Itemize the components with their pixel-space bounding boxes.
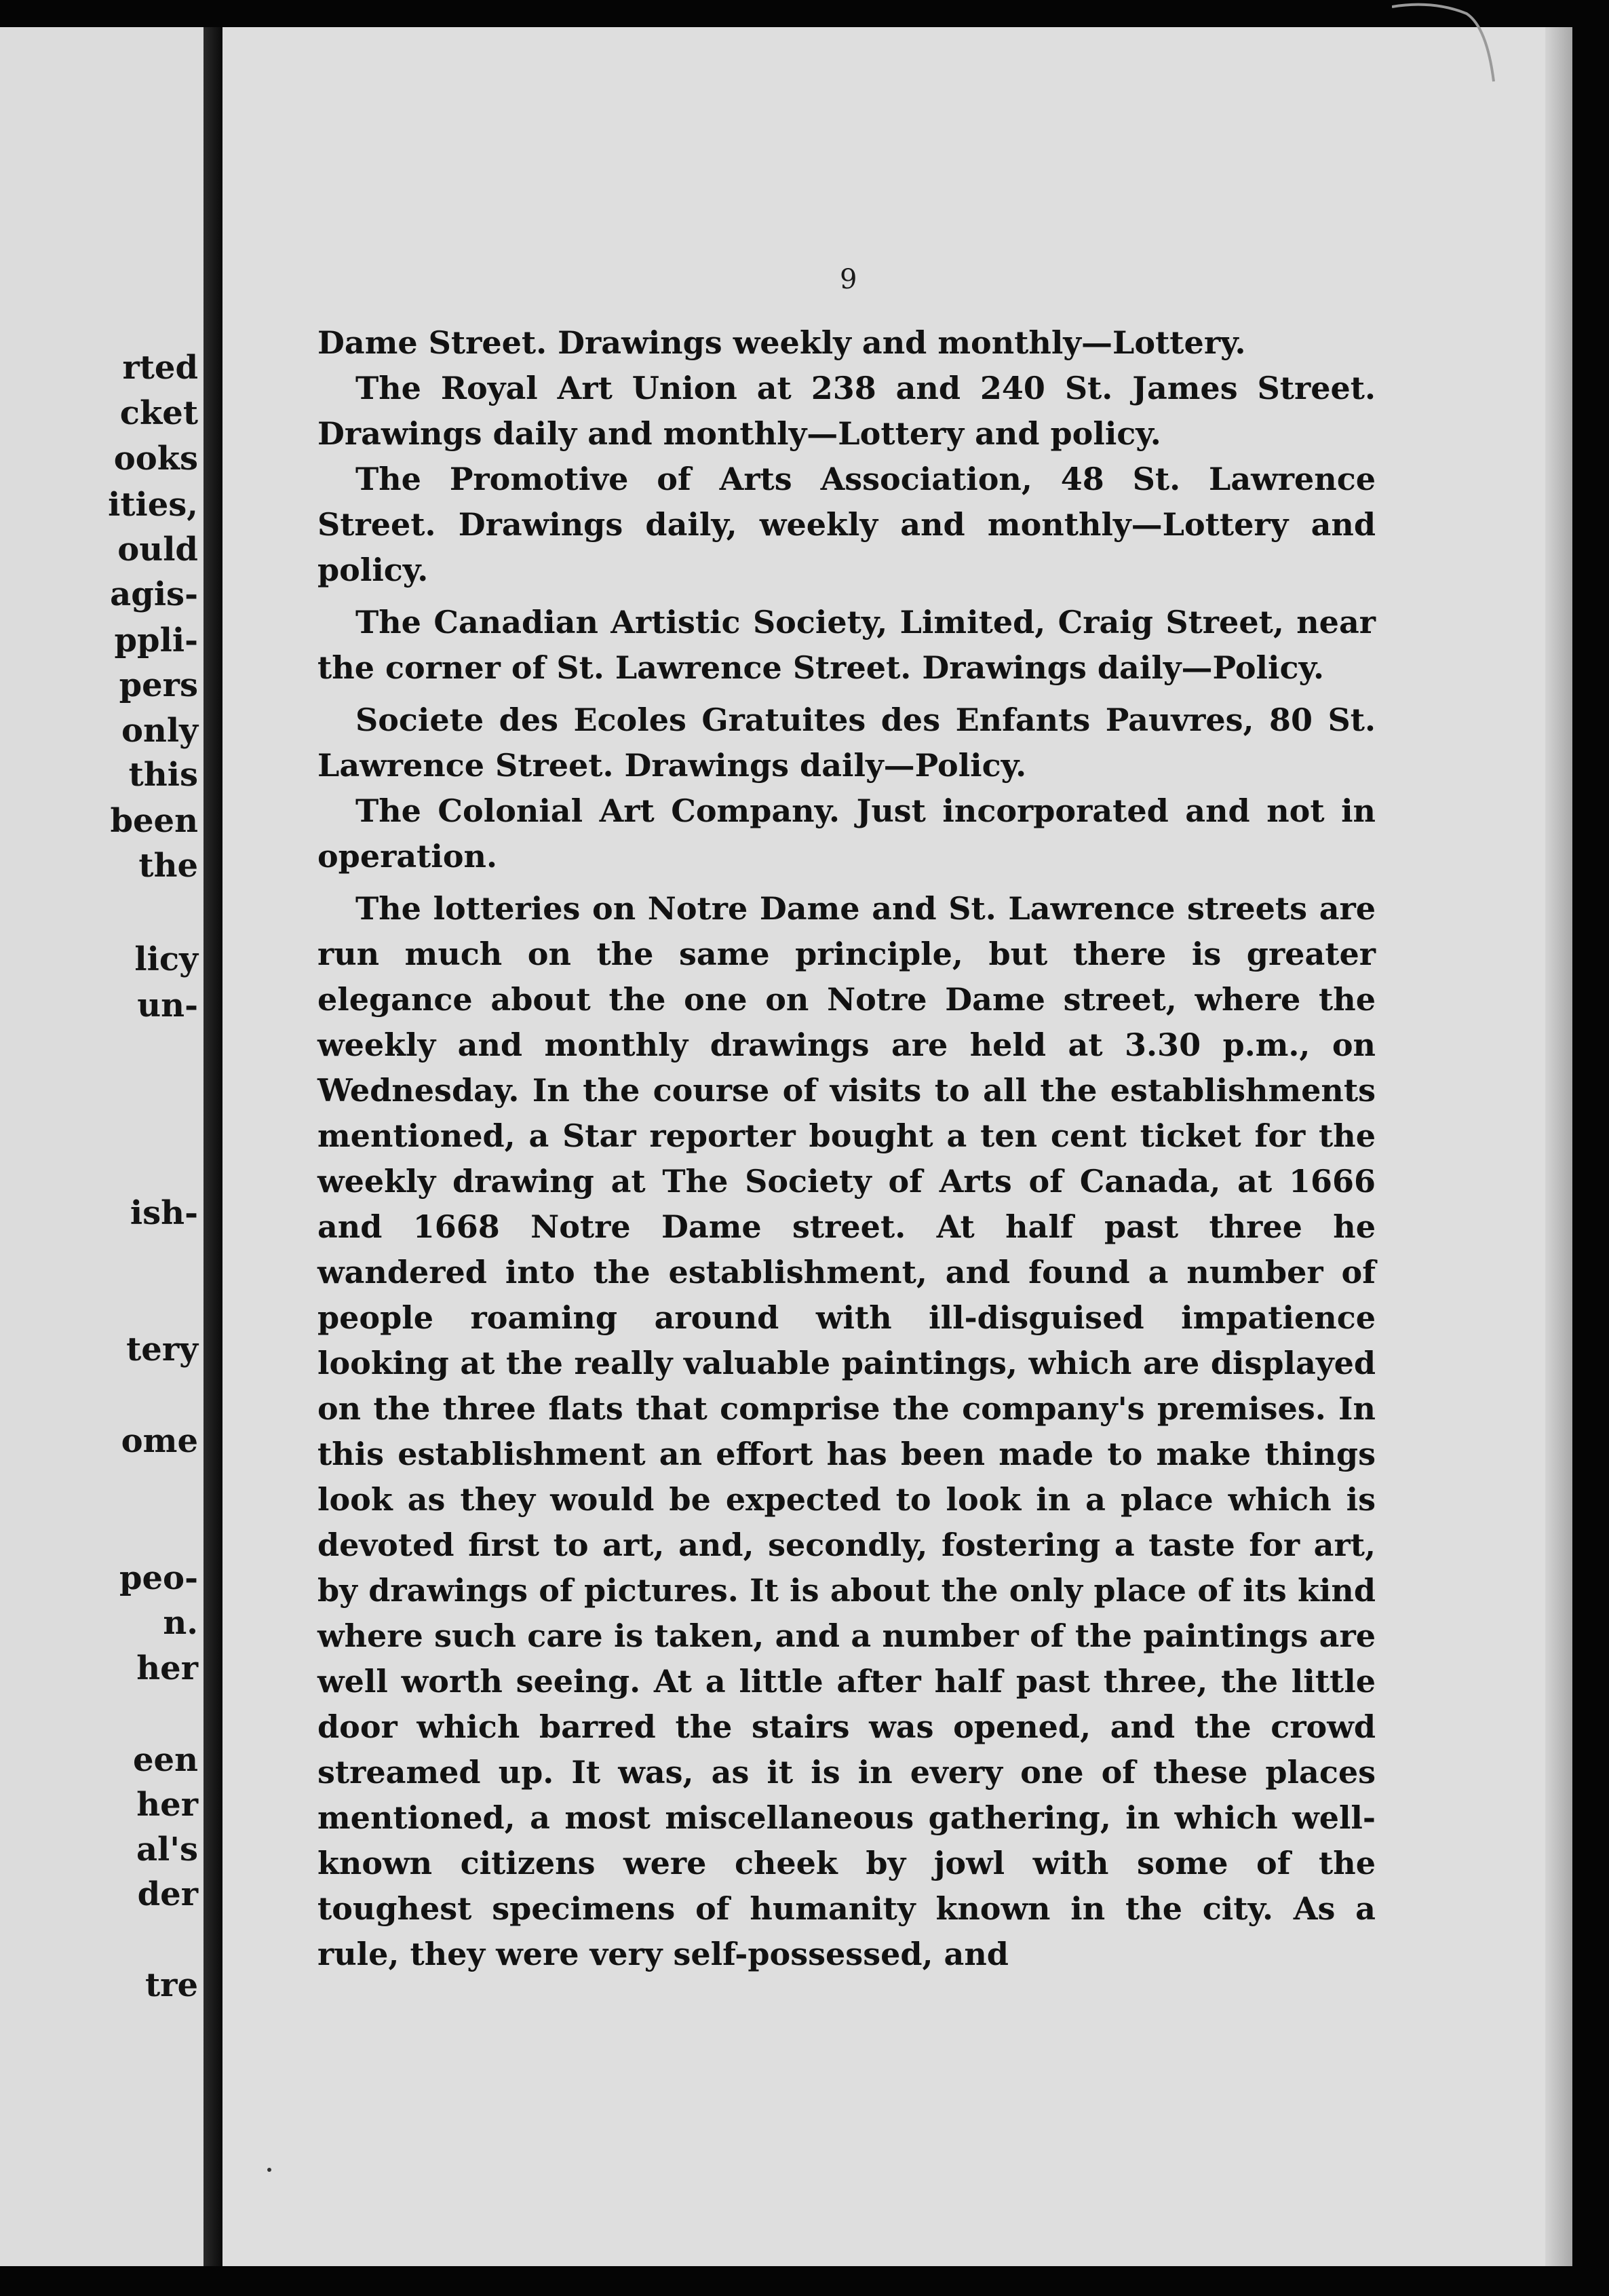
left-page-fragment: rted: [122, 349, 198, 387]
paragraph-continuation: Dame Street. Drawings weekly and monthly—Lottery.: [317, 324, 1246, 361]
left-page-fragment: ould: [117, 531, 198, 569]
scan-speck: [267, 2168, 271, 2172]
page-edge-shadow: [1545, 27, 1572, 2266]
paragraph-societe-des-ecoles: Societe des Ecoles Gratuites des Enfants Pauvres, 80 St. Lawrence Street. Drawings daily—Policy.: [317, 702, 1376, 784]
left-page-fragment: al's: [136, 1831, 198, 1869]
left-page-fragment: pers: [119, 666, 198, 704]
left-page-fragment: ooks: [113, 440, 198, 478]
left-page-fragment: ish-: [130, 1194, 198, 1232]
left-facing-page: [0, 27, 203, 2266]
left-page-fragment: agis-: [110, 575, 198, 613]
left-page-fragment: her: [136, 1786, 198, 1824]
paragraph-promotive-of-arts: The Promotive of Arts Association, 48 St. Lawrence Street. Drawings daily, weekly and monthly—Lottery and policy.: [317, 461, 1376, 588]
left-page-fragment: der: [137, 1875, 198, 1913]
left-page-fragment: been: [110, 802, 198, 840]
page-number: 9: [840, 264, 857, 295]
page-body-text: [317, 320, 1376, 1977]
left-page-fragment: ppli-: [114, 621, 198, 659]
left-page-fragment: een: [133, 1741, 198, 1779]
left-page-fragment: n.: [163, 1604, 198, 1642]
left-page-fragment: only: [121, 712, 198, 750]
left-page-fragment: peo-: [119, 1559, 198, 1597]
paragraph-canadian-artistic-society: The Canadian Artistic Society, Limited, Craig Street, near the corner of St. Lawrence Street. Drawings daily—Policy.: [317, 604, 1376, 686]
left-page-fragment: ome: [121, 1422, 198, 1460]
left-page-fragment: tre: [145, 1966, 198, 2004]
page-corner-curl: [1392, 0, 1500, 88]
paragraph-colonial-art-company: The Colonial Art Company. Just incorporated and not in operation.: [317, 792, 1376, 875]
left-page-fragment: her: [136, 1649, 198, 1687]
left-page-fragment: this: [128, 756, 198, 794]
main-page: [222, 27, 1572, 2266]
paragraph-lotteries-description: The lotteries on Notre Dame and St. Lawrence streets are run much on the same principle, but there is greater elegance about the one on Notre Dame street, where the weekly and monthly drawings are held at 3.30 p.m., on Wednesday. In the course of visits to all the establishments mentioned, a Star reporter bought a ten cent ticket for the weekly drawing at The Society of Arts of Canada, at 1666 and 1668 Notre Dame street. At half past three he wandered into the establishment, and found a number of people roaming around with ill-disguised impatience looking at the really valuable paintings, which are displayed on the three flats that comprise the company's premises. In this establishment an effort has been made to make things look as they would be expected to look in a place which is devoted first to art, and, secondly, fostering a taste for art, by drawings of pictures. It is about the only place of its kind where such care is taken, and a number of the paintings are well worth seeing. At a little after half past three, the little door which barred the stairs was opened, and the crowd streamed up. It was, as it is in every one of these places mentioned, a most miscellaneous gathering, in which well-known citizens were cheek by jowl with some of the toughest specimens of humanity known in the city. As a rule, they were very self-possessed, and: [317, 890, 1376, 1972]
left-page-fragment: un-: [137, 987, 198, 1025]
left-page-fragment: licy: [134, 940, 198, 978]
left-page-fragment: the: [138, 847, 198, 885]
book-gutter: [203, 27, 222, 2266]
left-page-fragment: tery: [126, 1331, 198, 1369]
paragraph-royal-art-union: The Royal Art Union at 238 and 240 St. James Street. Drawings daily and monthly—Lottery and policy.: [317, 370, 1376, 452]
left-page-fragment: cket: [119, 394, 198, 432]
left-page-fragment: ities,: [108, 486, 198, 524]
